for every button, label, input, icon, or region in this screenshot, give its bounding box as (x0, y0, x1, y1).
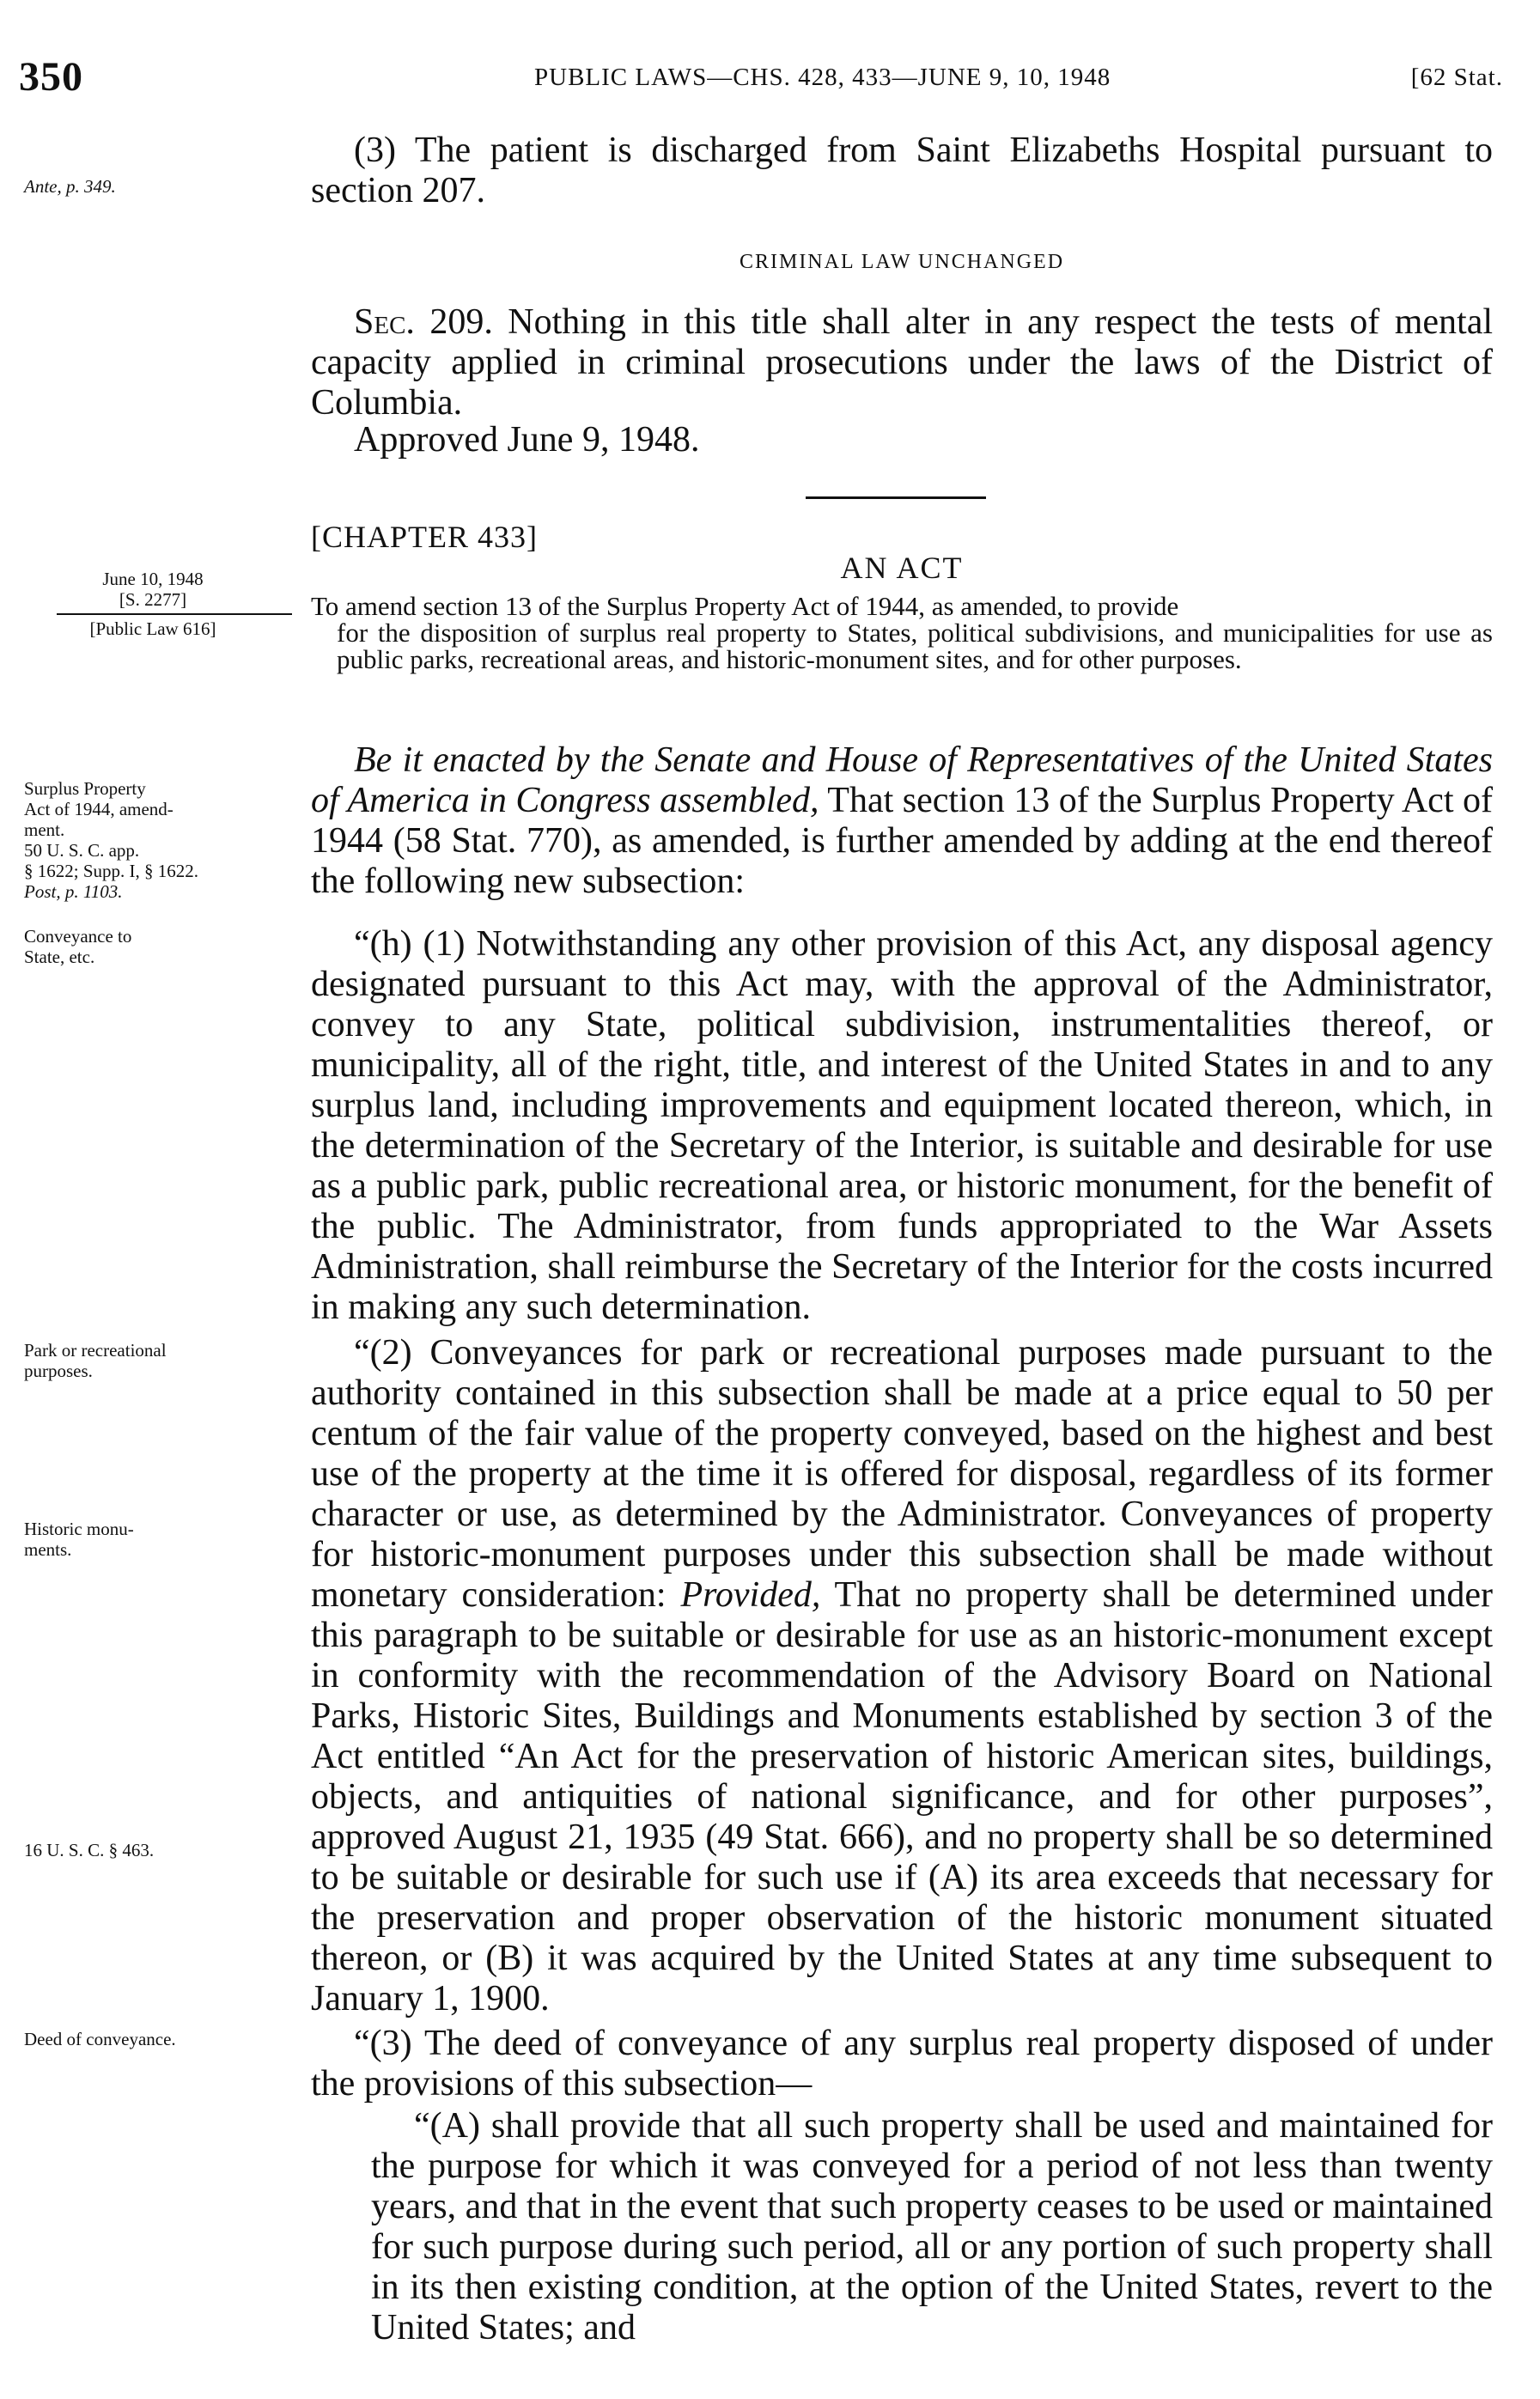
margin-note-ante: Ante, p. 349. (24, 176, 116, 197)
statute-reference: [62 Stat. (1410, 64, 1503, 91)
subsection-h2 (311, 1333, 1493, 2019)
section-heading: CRIMINAL LAW UNCHANGED (739, 251, 1065, 273)
running-header (19, 53, 1503, 105)
margin-rule (57, 613, 292, 615)
margin-line: purposes. (24, 1361, 93, 1381)
subsection-h1: “(h) (1) Notwithstanding any other provision of this Act, any disposal agency designated pursuant to this Act may, with the approval of the Administrator, convey to any State, political subdivision, instrumentalities thereof, or municipality, all of the right, title, and interest of the United States in and to any surplus land, including improvements and equipment located thereon, which, in the determination of the Secretary of the Interior, is suitable and desirable for use as a public park, public recreational area, or historic monument, for the benefit of the public. The Administrator, from funds appropriated to the War Assets Administration, shall reimburse the Secretary of the Interior for the costs incurred in making any such determination. (311, 924, 1493, 1327)
subsection-h3: “(3) The deed of conveyance of any surplus real property disposed of under the provisions of this subsection— (311, 2024, 1493, 2104)
act-title: AN ACT (840, 551, 964, 585)
margin-note-historic (24, 1519, 290, 1560)
section-label: Sec. 209. (354, 302, 493, 342)
margin-line: Historic monu- (24, 1519, 134, 1539)
margin-line: State, etc. (24, 947, 95, 967)
section-209 (311, 302, 1493, 423)
margin-line: § 1622; Supp. I, § 1622. (24, 861, 199, 881)
margin-note-date: June 10, 1948 (102, 569, 204, 589)
enacting-clause (311, 740, 1493, 902)
margin-note-park (24, 1340, 290, 1381)
margin-line: 50 U. S. C. app. (24, 840, 140, 861)
enacting-italic: Be it enacted by the Senate and House of Representatives of the United States of America in Congress assembled, (311, 740, 1493, 820)
chapter-heading: [CHAPTER 433] (311, 520, 538, 554)
margin-line: ment. (24, 819, 65, 840)
margin-note-surplus (24, 778, 290, 902)
margin-note-conveyance (24, 926, 290, 967)
h2-provided: Provided, (680, 1575, 821, 1615)
paragraph-3: (3) The patient is discharged from Saint Elizabeths Hospital pursuant to section 207. (311, 131, 1493, 210)
margin-note-bill: [S. 2277] (119, 589, 187, 610)
enacting-rest: That section 13 of the Surplus Property Act of 1944 (58 Stat. 770), as amended, is further amended by adding at the end thereof the following new subsection: (311, 781, 1494, 901)
page-number: 350 (19, 54, 83, 100)
summary-first-line: To amend section 13 of the Surplus Property Act of 1944, as amended, to provide (311, 591, 1179, 621)
margin-note-date-block (24, 569, 282, 610)
margin-line: Post, p. 1103. (24, 881, 123, 902)
chapter-divider (806, 496, 986, 499)
section-text: Nothing in this title shall alter in any respect the tests of mental capacity applied in criminal prosecutions under the laws of the District of Columbia. (311, 302, 1494, 423)
margin-line: ments. (24, 1539, 72, 1560)
margin-line: Act of 1944, amend- (24, 799, 173, 819)
margin-note-usc: 16 U. S. C. § 463. (24, 1840, 155, 1860)
running-title: PUBLIC LAWS—CHS. 428, 433—JUNE 9, 10, 1948 (534, 64, 1111, 91)
subsection-h3-A: “(A) shall provide that all such property shall be used and maintained for the purpose for which it was conveyed for a period of not less than twenty years, and that in the event that such property ceases to be used or maintained for such purpose during such period, all or any portion of such property shall in its then existing condition, at the option of the United States, revert to the United States; and (371, 2106, 1493, 2347)
margin-line: Conveyance to (24, 926, 132, 947)
margin-note-deed: Deed of conveyance. (24, 2029, 176, 2049)
margin-note-public-law: [Public Law 616] (89, 618, 216, 639)
margin-line: Park or recreational (24, 1340, 167, 1361)
act-summary (311, 593, 1493, 673)
h2-text-b: That no property shall be determined under this paragraph to be suitable or desirable for use as an historic-monument except in conformity with the recommendation of the Advisory Board on National Parks, Historic Sites, Buildings and Monuments established by section 3 of the Act entitled “An Act for the preservation of historic American sites, buildings, objects, and antiquities of national significance, and for other purposes”, approved August 21, 1935 (49 Stat. 666), and no property shall be so determined to be suitable or desirable for such use if (A) its area exceeds that necessary for the preservation and proper observation of the historic monument situated thereon, or (B) it was acquired by the United States at any time subsequent to January 1, 1900. (311, 1575, 1493, 2018)
margin-line: Surplus Property (24, 778, 146, 799)
approved-line: Approved June 9, 1948. (354, 420, 700, 460)
h2-text-a: “(2) Conveyances for park or recreational purposes made pursuant to the authority contained in this subsection shall be made at a price equal to 50 per centum of the fair value of the property conveyed, based on the highest and best use of the property at the time it is offered for disposal, regardless of its former character or use, as determined by the Administrator. Conveyances of property for historic-monument purposes under this subsection shall be made without monetary consideration: (311, 1333, 1493, 1615)
summary-rest: for the disposition of surplus real property to States, political subdivisions, and municipalities for use as public parks, recreational areas, and historic-monument sites, and for other purposes. (337, 618, 1493, 674)
